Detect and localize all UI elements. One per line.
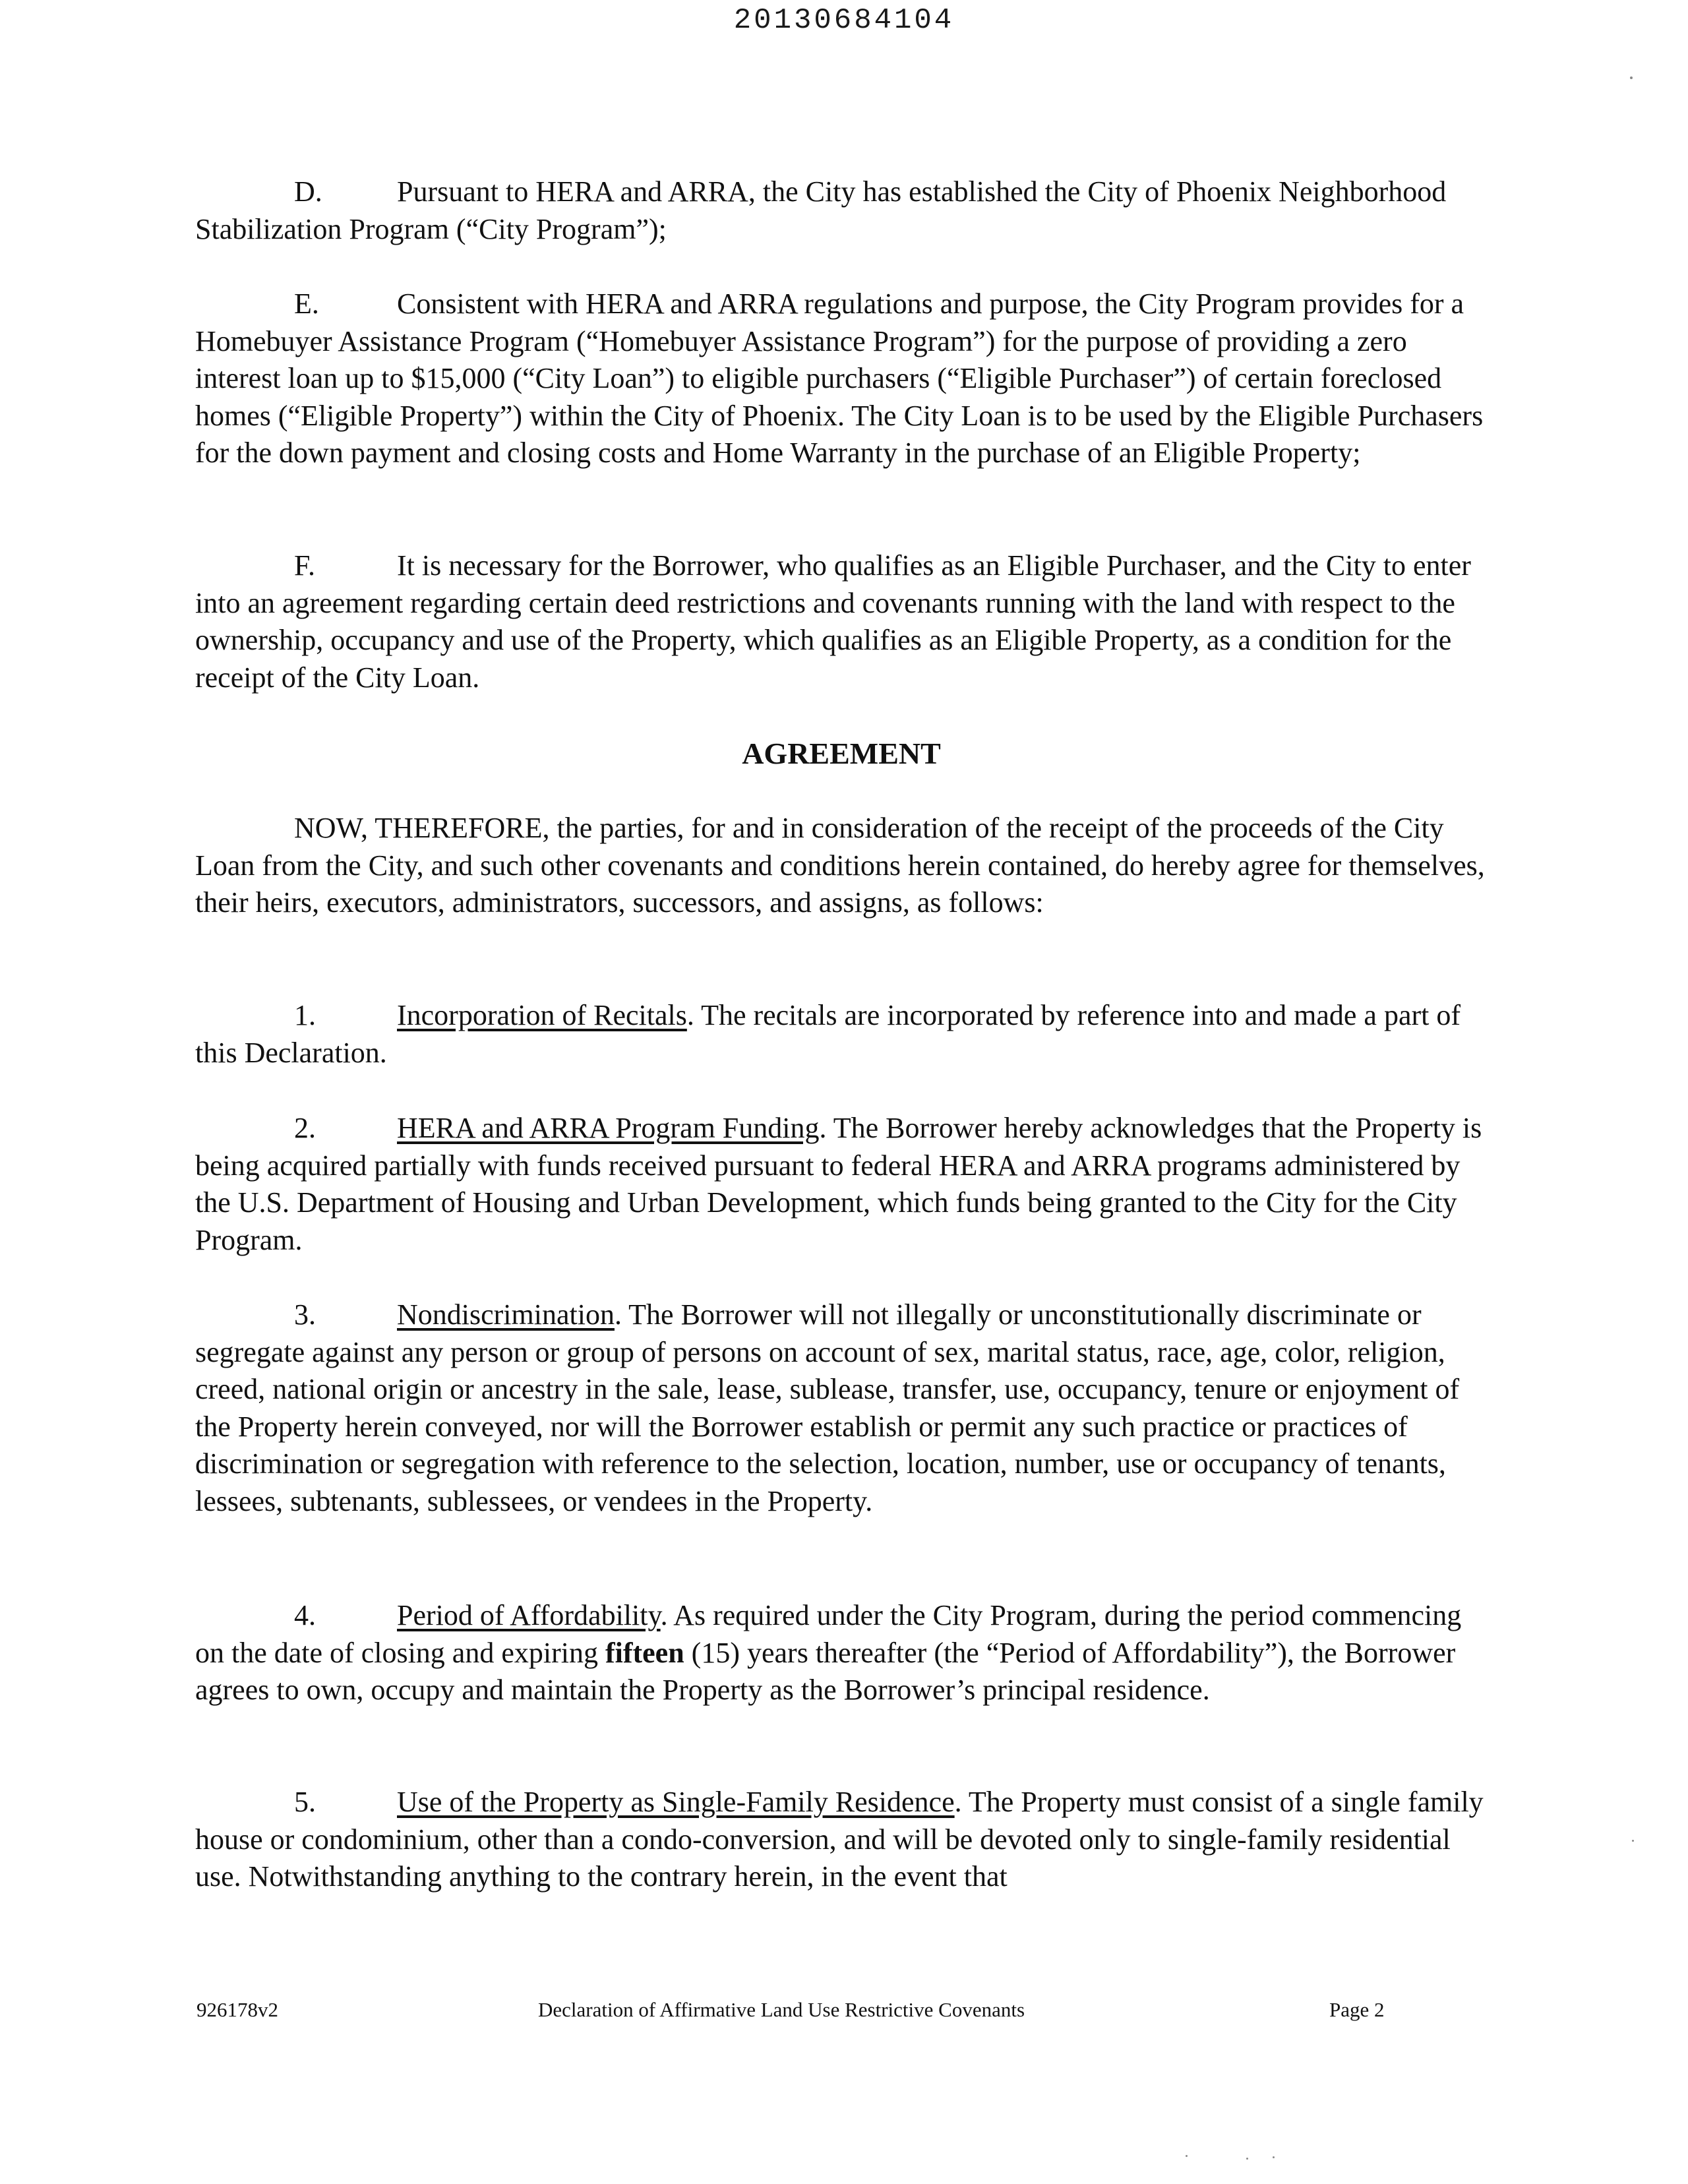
section-2-label: 2. — [294, 1112, 316, 1144]
section-2 — [195, 1110, 1488, 1259]
recital-d-text: Pursuant to HERA and ARRA, the City has established the City of Phoenix Neighborhood Stabilization Program (“City Program”); — [195, 175, 1447, 245]
scan-speck — [1246, 2158, 1248, 2160]
scan-speck — [1273, 2156, 1275, 2158]
section-4 — [195, 1597, 1488, 1709]
section-3-title: Nondiscrimination — [397, 1298, 615, 1331]
now-therefore-text: NOW, THEREFORE, the parties, for and in consideration of the receipt of the proceeds of the City Loan from the City, and such other covenants and conditions herein contained, do hereby agree for themselves, their heirs, executors, administrators, successors, and assigns, as follows: — [195, 812, 1485, 919]
recital-d — [195, 173, 1488, 248]
agreement-heading: AGREEMENT — [742, 737, 941, 770]
footer-doc-id: 926178v2 — [196, 1998, 278, 2021]
section-5-text: . The Property must consist of a single family house or condominium, other than a condo-conversion, and will be devoted only to single-family residential use. Notwithstanding anything to the contrary herein, in the event that — [195, 1786, 1484, 1893]
section-3-text: . The Borrower will not illegally or unconstitutionally discriminate or segregate against any person or group of persons on account of sex, marital status, race, age, color, religion, creed, national origin or ancestry in the sale, lease, sublease, transfer, use, occupancy, tenure or enjoyment of the Property herein conveyed, nor will the Borrower establish or permit any such practice or practices of discrimination or segregation with reference to the selection, location, number, use or occupancy of tenants, lessees, subtenants, sublessees, or vendees in the Property. — [195, 1298, 1460, 1517]
footer-page-number: Page 2 — [1329, 1998, 1385, 2021]
section-4-bold-term: fifteen — [605, 1636, 684, 1669]
section-3-label: 3. — [294, 1298, 316, 1331]
recital-d-label: D. — [294, 175, 322, 208]
recital-f — [195, 547, 1488, 696]
section-5-label: 5. — [294, 1786, 316, 1818]
recital-e-label: E. — [294, 288, 319, 320]
recording-number: 20130684104 — [733, 4, 955, 37]
section-1 — [195, 997, 1488, 1072]
agreement-heading-block — [195, 735, 1488, 773]
recital-f-text: It is necessary for the Borrower, who qualifies as an Eligible Purchaser, and the City to enter into an agreement regarding certain deed restrictions and covenants running with the land with respect to the ownership, occupancy and use of the Property, which qualifies as an Eligible Property, as a condition for the receipt of the City Loan. — [195, 549, 1471, 694]
section-4-text-a: . As required under the City Program, during the period commencing on the date of closing and expiring — [195, 1599, 1462, 1669]
recital-e — [195, 286, 1488, 472]
now-therefore-paragraph — [195, 810, 1488, 922]
section-4-title: Period of Affordability — [397, 1599, 661, 1631]
section-3 — [195, 1296, 1488, 1520]
section-1-label: 1. — [294, 999, 316, 1031]
recital-f-label: F. — [294, 549, 315, 582]
section-5-title: Use of the Property as Single-Family Residence — [397, 1786, 955, 1818]
scan-speck — [1632, 1840, 1634, 1842]
scan-speck — [1630, 76, 1633, 79]
recital-e-text: Consistent with HERA and ARRA regulations and purpose, the City Program provides for a Homebuyer Assistance Program (“Homebuyer Assistance Program”) for the purpose of providing a zero interest loan up to $15,000 (“City Loan”) to eligible purchasers (“Eligible Purchaser”) of certain foreclosed homes (“Eligible Property”) within the City of Phoenix. The City Loan is to be used by the Eligible Purchasers for the down payment and closing costs and Home Warranty in the purchase of an Eligible Property; — [195, 288, 1484, 469]
footer-title: Declaration of Affirmative Land Use Restrictive Covenants — [538, 1998, 1025, 2021]
section-2-text: . The Borrower hereby acknowledges that the Property is being acquired partially with funds received pursuant to federal HERA and ARRA programs administered by the U.S. Department of Housing and Urban Development, which funds being granted to the City for the City Program. — [195, 1112, 1482, 1256]
section-1-title: Incorporation of Recitals — [397, 999, 687, 1031]
scan-speck — [1186, 2155, 1188, 2157]
section-5 — [195, 1784, 1488, 1896]
section-2-title: HERA and ARRA Program Funding — [397, 1112, 820, 1144]
section-4-label: 4. — [294, 1599, 316, 1631]
page-footer — [0, 1998, 1688, 2031]
section-1-text: . The recitals are incorporated by reference into and made a part of this Declaration. — [195, 999, 1461, 1069]
section-4-text-b: (15) years thereafter (the “Period of Affordability”), the Borrower agrees to own, occupy and maintain the Property as the Borrower’s principal residence. — [195, 1636, 1456, 1706]
